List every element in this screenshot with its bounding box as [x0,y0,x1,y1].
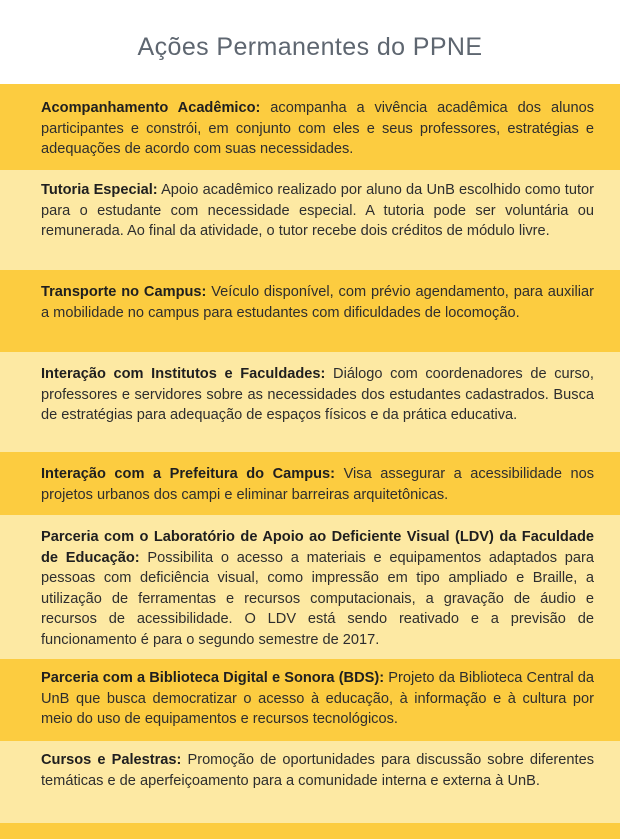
item-label: Interação com Institutos e Faculdades: [41,366,326,382]
page-title: Ações Permanentes do PPNE [0,0,620,84]
list-item-ldv [0,515,620,659]
list-item-institutos [0,352,620,452]
bottom-divider [0,823,620,839]
list-item-transporte [0,270,620,352]
item-text: acompanha a vivência acadêmica dos alunos participantes e constrói, em conjunto com eles e seus professores, estratégias e adequações de acordo com suas necessidades. [41,100,594,157]
item-text: Visa assegurar a acessibilidade nos projetos urbanos dos campi e eliminar barreiras arquitetônicas. [41,466,594,503]
list-item-prefeitura [0,452,620,515]
item-label: Parceria com o Laboratório de Apoio ao Deficiente Visual (LDV) da Faculdade de Educação: [41,529,594,566]
item-label: Tutoria Especial: [41,182,158,198]
item-label: Parceria com a Biblioteca Digital e Sonora (BDS): [41,670,385,686]
item-label: Transporte no Campus: [41,284,207,300]
item-text: Diálogo com coordenadores de curso, professores e servidores sobre as necessidades dos estudantes cadastrados. Busca de estratégias para adequação de espaços físicos e da prática educativa. [41,366,594,423]
item-text: Possibilita o acesso a materiais e equipamentos adaptados para pessoas com deficiência visual, como impressão em tipo ampliado e Braille, a utilização de ferramentas e recursos computacionais, a gravação de áudio e recursos de acessibilidade. O LDV está sendo reativado e a previsão de funcionamento é para o segundo semestre de 2017. [41,549,595,648]
item-text: Apoio acadêmico realizado por aluno da UnB escolhido como tutor para o estudante com necessidade especial. A tutoria pode ser voluntária ou remunerada. Ao final da atividade, o tutor recebe dois créditos de módulo livre. [41,182,595,239]
item-label: Interação com a Prefeitura do Campus: [41,466,336,482]
item-label: Acompanhamento Acadêmico: [41,100,261,116]
list-item-bds [0,659,620,741]
list-item-cursos [0,741,620,823]
list-item-acompanhamento [0,84,620,170]
item-label: Cursos e Palestras: [41,752,182,768]
item-text: Veículo disponível, com prévio agendamento, para auxiliar a mobilidade no campus para estudantes com dificuldades de locomoção. [41,284,594,321]
item-text: Promoção de oportunidades para discussão sobre diferentes temáticas e de aperfeiçoamento para a comunidade interna e externa à UnB. [41,752,594,789]
list-item-tutoria [0,170,620,270]
item-text: Projeto da Biblioteca Central da UnB que busca democratizar o acesso à educação, à informação e à cultura por meio do uso de equipamentos e recursos tecnológicos. [41,670,595,727]
